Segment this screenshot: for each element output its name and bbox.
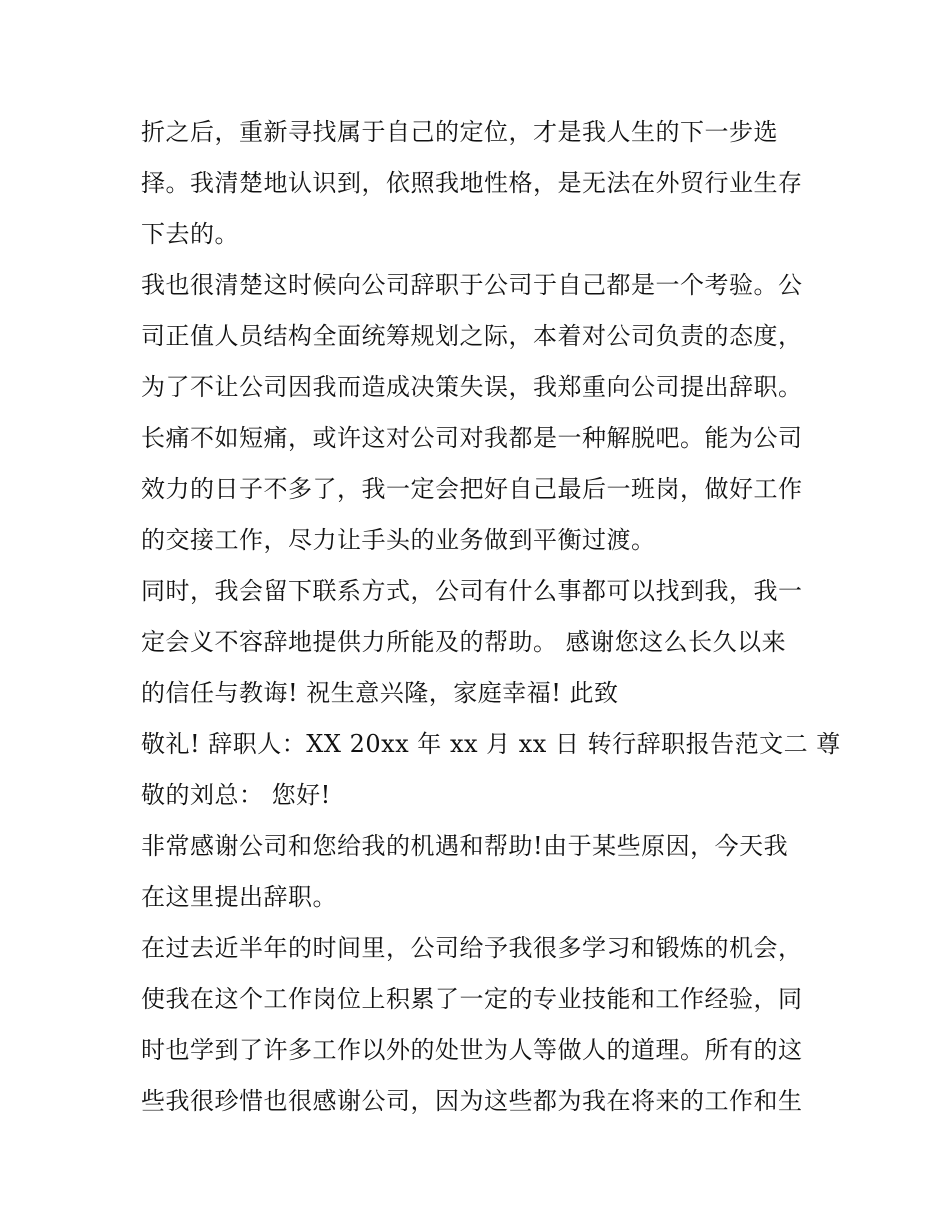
text-line: 使我在这个工作岗位上积累了一定的专业技能和工作经验，同 bbox=[141, 985, 803, 1013]
text-line: 在过去近半年的时间里，公司给予我很多学习和锻炼的机会， bbox=[141, 934, 803, 962]
text-line: 同时，我会留下联系方式，公司有什么事都可以找到我，我一 bbox=[141, 577, 803, 605]
text-line: 非常感谢公司和您给我的机遇和帮助!由于某些原因，今天我 bbox=[141, 832, 789, 860]
text-line: 的信任与教诲! 祝生意兴隆，家庭幸福! 此致 bbox=[141, 679, 619, 707]
text-line: 的交接工作，尽力让手头的业务做到平衡过渡。 bbox=[141, 526, 656, 554]
text-line: 敬的刘总： 您好! bbox=[141, 781, 331, 809]
text-line: 折之后，重新寻找属于自己的定位，才是我人生的下一步选 bbox=[141, 118, 778, 146]
text-line: 为了不让公司因我而造成决策失误，我郑重向公司提出辞职。 bbox=[141, 373, 803, 401]
text-line: 司正值人员结构全面统筹规划之际，本着对公司负责的态度， bbox=[141, 322, 803, 350]
text-line: 定会义不容辞地提供力所能及的帮助。 感谢您这么长久以来 bbox=[141, 628, 787, 656]
text-line: 敬礼! 辞职人：XX 20xx 年 xx 月 xx 日 转行辞职报告范文二 尊 bbox=[141, 730, 841, 758]
text-line: 在这里提出辞职。 bbox=[141, 883, 337, 911]
text-line: 下去的。 bbox=[141, 220, 239, 248]
text-line: 我也很清楚这时候向公司辞职于公司于自己都是一个考验。公 bbox=[141, 271, 803, 299]
text-line: 时也学到了许多工作以外的处世为人等做人的道理。所有的这 bbox=[141, 1036, 803, 1064]
text-line: 择。我清楚地认识到，依照我地性格，是无法在外贸行业生存 bbox=[141, 169, 803, 197]
body-text bbox=[141, 107, 841, 1127]
text-line: 长痛不如短痛，或许这对公司对我都是一种解脱吧。能为公司 bbox=[141, 424, 803, 452]
text-line: 效力的日子不多了，我一定会把好自己最后一班岗，做好工作 bbox=[141, 475, 803, 503]
text-line: 些我很珍惜也很感谢公司，因为这些都为我在将来的工作和生 bbox=[141, 1087, 803, 1115]
